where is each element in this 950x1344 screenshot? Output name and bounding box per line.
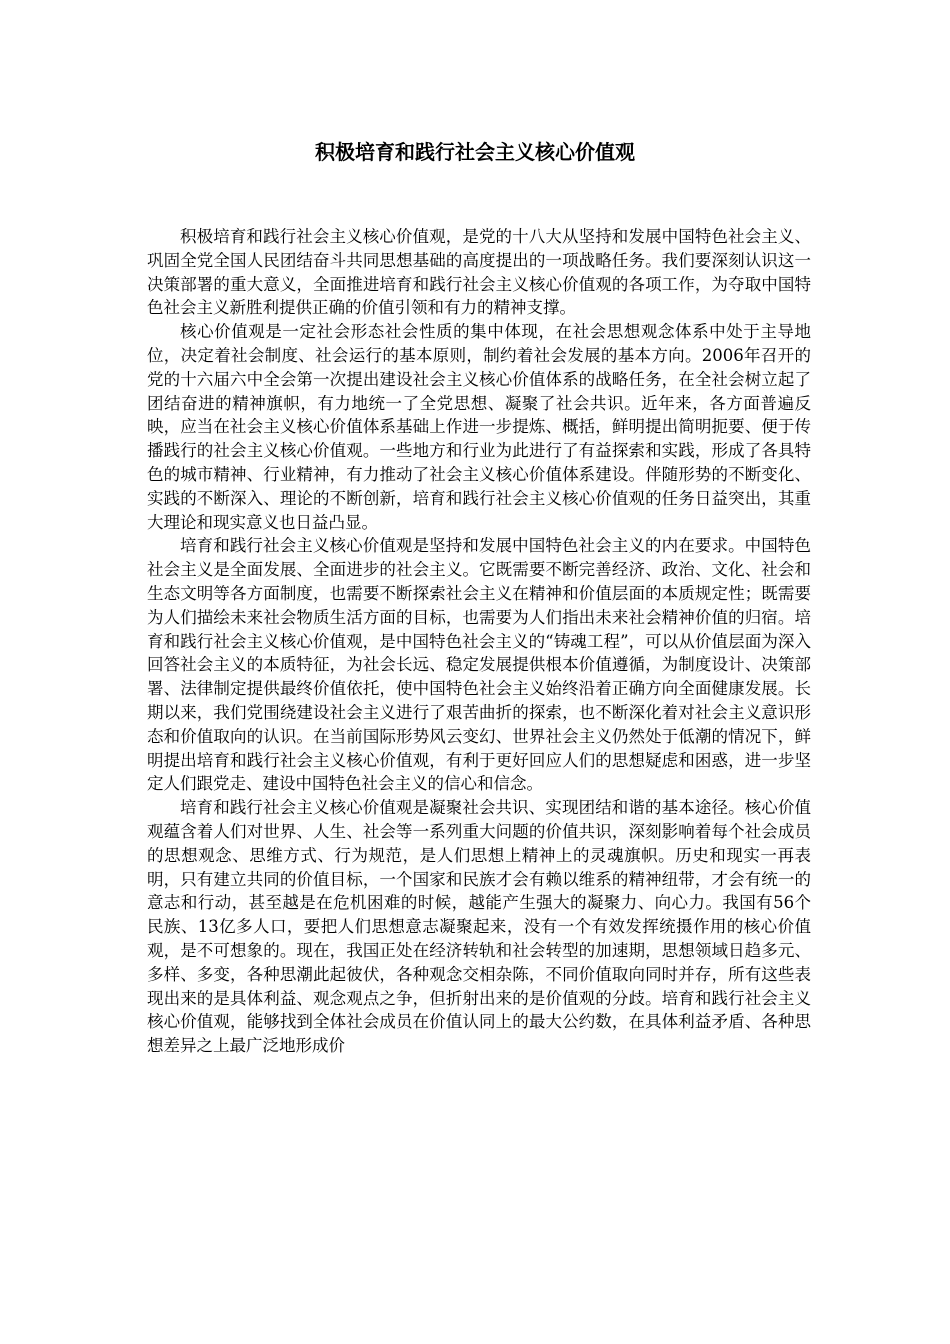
- paragraph-4: 培育和践行社会主义核心价值观是凝聚社会共识、实现团结和谐的基本途径。核心价值观蕴含着人们对世界、人生、社会等一系列重大问题的价值共识，深刻影响着每个社会成员的思想观念、思维方式、行为规范，是人们思想上精神上的灵魂旗帜。历史和现实一再表明，只有建立共同的价值目标，一个国家和民族才会有赖以维系的精神纽带，才会有统一的意志和行动，甚至越是在危机困难的时候，越能产生强大的凝聚力、向心力。我国有56个民族、13亿多人口，要把人们思想意志凝聚起来，没有一个有效发挥统摄作用的核心价值观，是不可想象的。现在，我国正处在经济转轨和社会转型的加速期，思想领域日趋多元、多样、多变，各种思潮此起彼伏，各种观念交相杂陈，不同价值取向同时并存，所有这些表现出来的是具体利益、观念观点之争，但折射出来的是价值观的分歧。培育和践行社会主义核心价值观，能够找到全体社会成员在价值认同上的最大公约数，在具体利益矛盾、各种思想差异之上最广泛地形成价: [147, 798, 811, 1056]
- document-body: [147, 225, 811, 1058]
- paragraph-3: 培育和践行社会主义核心价值观是坚持和发展中国特色社会主义的内在要求。中国特色社会主义是全面发展、全面进步的社会主义。它既需要不断完善经济、政治、文化、社会和生态文明等各方面制度，也需要不断探索社会主义在精神和价值层面的本质规定性；既需要为人们描绘未来社会物质生活方面的目标，也需要为人们指出未来社会精神价值的归宿。培育和践行社会主义核心价值观，是中国特色社会主义的“铸魂工程”，可以从价值层面为深入回答社会主义的本质特征，为社会长远、稳定发展提供根本价值遵循，为制度设计、决策部署、法律制定提供最终价值依托，使中国特色社会主义始终沿着正确方向全面健康发展。长期以来，我们党围绕建设社会主义进行了艰苦曲折的探索，也不断深化着对社会主义意识形态和价值取向的认识。在当前国际形势风云变幻、世界社会主义仍然处于低潮的情况下，鲜明提出培育和践行社会主义核心价值观，有利于更好回应人们的思想疑虑和困惑，进一步坚定人们跟党走、建设中国特色社会主义的信心和信念。: [147, 536, 811, 794]
- paragraph-2: 核心价值观是一定社会形态社会性质的集中体现，在社会思想观念体系中处于主导地位，决定着社会制度、社会运行的基本原则，制约着社会发展的基本方向。2006年召开的党的十六届六中全会第一次提出建设社会主义核心价值体系的战略任务，在全社会树立起了团结奋进的精神旗帜，有力地统一了全党思想、凝聚了社会共识。近年来，各方面普遍反映，应当在社会主义核心价值体系基础上作进一步提炼、概括，鲜明提出简明扼要、便于传播践行的社会主义核心价值观。一些地方和行业为此进行了有益探索和实践，形成了各具特色的城市精神、行业精神，有力推动了社会主义核心价值体系建设。伴随形势的不断变化、实践的不断深入、理论的不断创新，培育和践行社会主义核心价值观的任务日益突出，其重大理论和现实意义也日益凸显。: [147, 322, 811, 532]
- page-title: 积极培育和践行社会主义核心价值观: [315, 140, 635, 164]
- paragraph-1: 积极培育和践行社会主义核心价值观，是党的十八大从坚持和发展中国特色社会主义、巩固全党全国人民团结奋斗共同思想基础的高度提出的一项战略任务。我们要深刻认识这一决策部署的重大意义，全面推进培育和践行社会主义核心价值观的各项工作，为夺取中国特色社会主义新胜利提供正确的价值引领和有力的精神支撑。: [147, 227, 811, 318]
